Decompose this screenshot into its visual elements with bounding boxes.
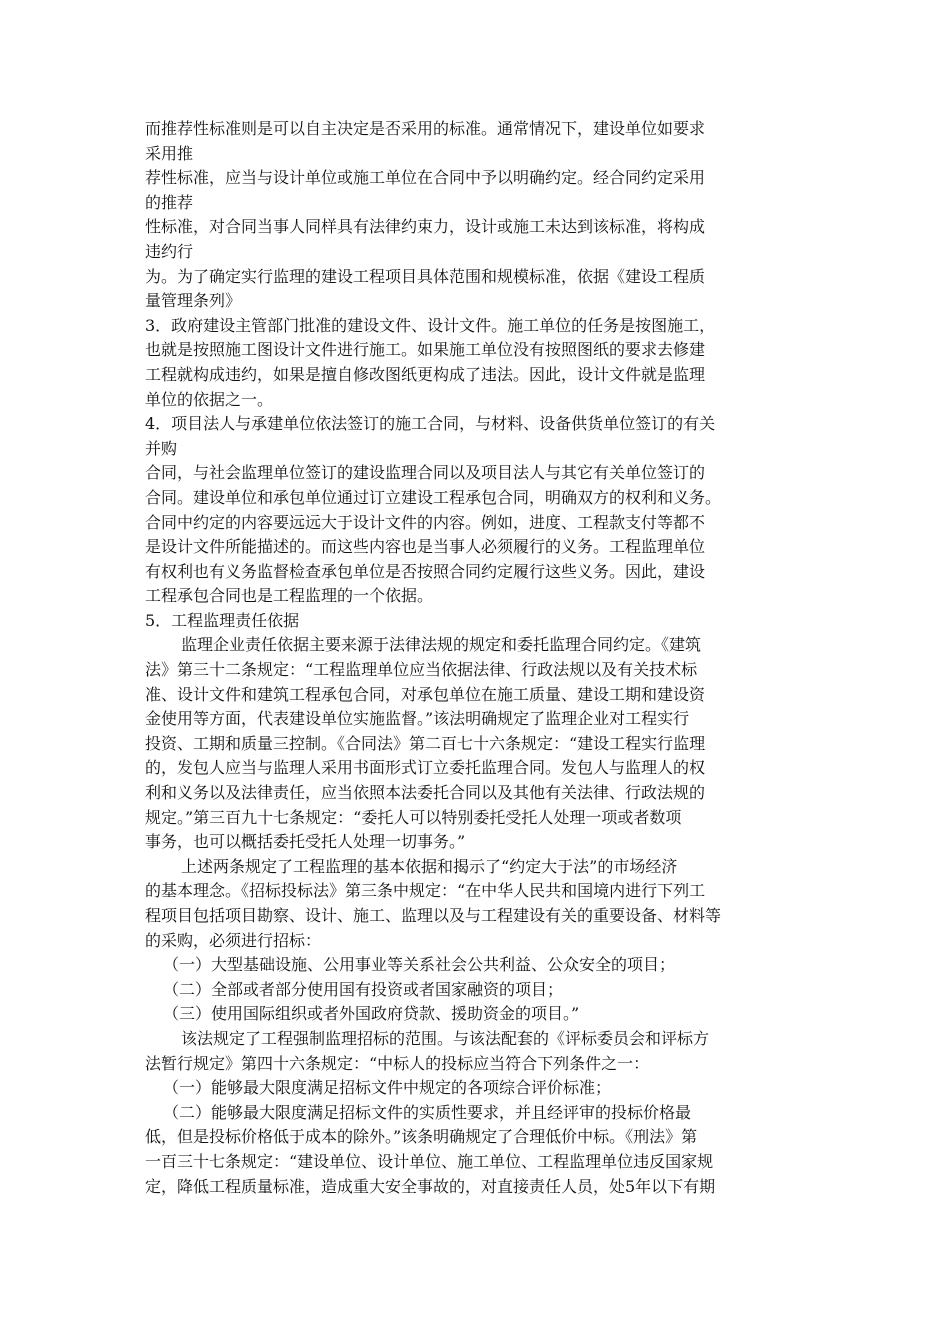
text-line: 利和义务以及法律责任，应当依照本法委托合同以及其他有关法律、行政法规的 — [145, 783, 706, 803]
text-line: 金使用等方面，代表建设单位实施监督。”该法明确规定了监理企业对工程实行 — [145, 709, 690, 729]
text-line: 采用推 — [145, 143, 194, 163]
list-item: （一）大型基础设施、公用事业等关系社会公共利益、公众安全的项目； — [163, 955, 676, 975]
list-item: （三）使用国际组织或者外国政府贷款、援助资金的项目。” — [163, 1004, 580, 1024]
text-line: 事务，也可以概括委托受托人处理一切事务。” — [145, 832, 466, 852]
list-item: （二）能够最大限度满足招标文件的实质性要求，并且经评审的投标价格最 — [163, 1102, 692, 1122]
text-line: 的，发包人应当与监理人采用书面形式订立委托监理合同。发包人与监理人的权 — [145, 758, 706, 778]
text-line: 4．项目法人与承建单位依法签订的施工合同，与材料、设备供货单位签订的有关 — [145, 414, 716, 434]
text-line: 荐性标准，应当与设计单位或施工单位在合同中予以明确约定。经合同约定采用 — [145, 168, 706, 188]
text-line: 定，降低工程质量标准，造成重大安全事故的，对直接责任人员，处5年以下有期 — [145, 1176, 716, 1196]
text-line: 工程承包合同也是工程监理的一个依据。 — [145, 586, 434, 606]
text-line: 为。为了确定实行监理的建设工程项目具体范围和规模标准，依据《建设工程质 — [145, 266, 706, 286]
text-line: 并购 — [145, 438, 178, 458]
text-line: 3．政府建设主管部门批准的建设文件、设计文件。施工单位的任务是按图施工， — [145, 315, 716, 335]
text-line: 有权利也有义务监督检查承包单位是否按照合同约定履行这些义务。因此，建设 — [145, 561, 706, 581]
text-line: 合同，与社会监理单位签订的建设监理合同以及项目法人与其它有关单位签订的 — [145, 463, 706, 483]
text-line: 违约行 — [145, 241, 194, 261]
text-line: 低，但是投标价格低于成本的除外。”该条明确规定了合理低价中标。《刑法》第 — [145, 1127, 698, 1147]
text-line: 程项目包括项目勘察、设计、施工、监理以及与工程建设有关的重要设备、材料等 — [145, 906, 722, 925]
text-line: 性标准，对合同当事人同样具有法律约束力，设计或施工未达到该标准，将构成 — [145, 217, 706, 237]
text-line: 准、设计文件和建筑工程承包合同，对承包单位在施工质量、建设工期和建设资 — [145, 684, 706, 704]
text-line: 的基本理念。《招标投标法》第三条中规定：“在中华人民共和国境内进行下列工 — [145, 881, 706, 901]
text-line: 的采购，必须进行招标： — [145, 930, 322, 950]
text-line: 该法规定了工程强制监理招标的范围。与该法配套的《评标委员会和评标方 — [181, 1028, 710, 1048]
section-heading: 5．工程监理责任依据 — [145, 610, 300, 630]
text-line: 工程就构成违约，如果是擅自修改图纸更构成了违法。因此，设计文件就是监理 — [145, 364, 706, 384]
text-line: 投资、工期和质量三控制。《合同法》第二百七十六条规定：“建设工程实行监理 — [145, 733, 706, 753]
list-item: （二）全部或者部分使用国有投资或者国家融资的项目； — [163, 979, 564, 999]
text-line: 也就是按照施工图设计文件进行施工。如果施工单位没有按照图纸的要求去修建 — [145, 340, 706, 360]
text-line: 量管理条列》 — [145, 291, 242, 311]
text-line: 的推荐 — [145, 192, 194, 212]
text-line: 而推荐性标准则是可以自主决定是否采用的标准。通常情况下，建设单位如要求 — [145, 119, 706, 138]
text-line: 法》第三十二条规定：“工程监理单位应当依据法律、行政法规以及有关技术标 — [145, 660, 698, 680]
text-line: 单位的依据之一。 — [145, 389, 274, 409]
text-line: 上述两条规定了工程监理的基本依据和揭示了“约定大于法”的市场经济 — [181, 856, 678, 876]
text-line: 一百三十七条规定：“建设单位、设计单位、施工单位、工程监理单位违反国家规 — [145, 1151, 714, 1171]
text-line: 合同中约定的内容要远远大于设计文件的内容。例如，进度、工程款支付等都不 — [145, 512, 706, 532]
text-line: 合同。建设单位和承包单位通过订立建设工程承包合同，明确双方的权利和义务。 — [145, 487, 722, 507]
list-item: （一）能够最大限度满足招标文件中规定的各项综合评价标准； — [163, 1078, 612, 1098]
text-line: 监理企业责任依据主要来源于法律法规的规定和委托监理合同约定。《建筑 — [181, 635, 702, 655]
text-line: 规定。”第三百九十七条规定：“委托人可以特别委托受托人处理一项或者数项 — [145, 807, 682, 827]
document-page — [145, 117, 817, 1199]
text-line: 是设计文件所能描述的。而这些内容也是当事人必须履行的义务。工程监理单位 — [145, 537, 706, 557]
text-line: 法暂行规定》第四十六条规定：“中标人的投标应当符合下列条件之一： — [145, 1053, 650, 1073]
